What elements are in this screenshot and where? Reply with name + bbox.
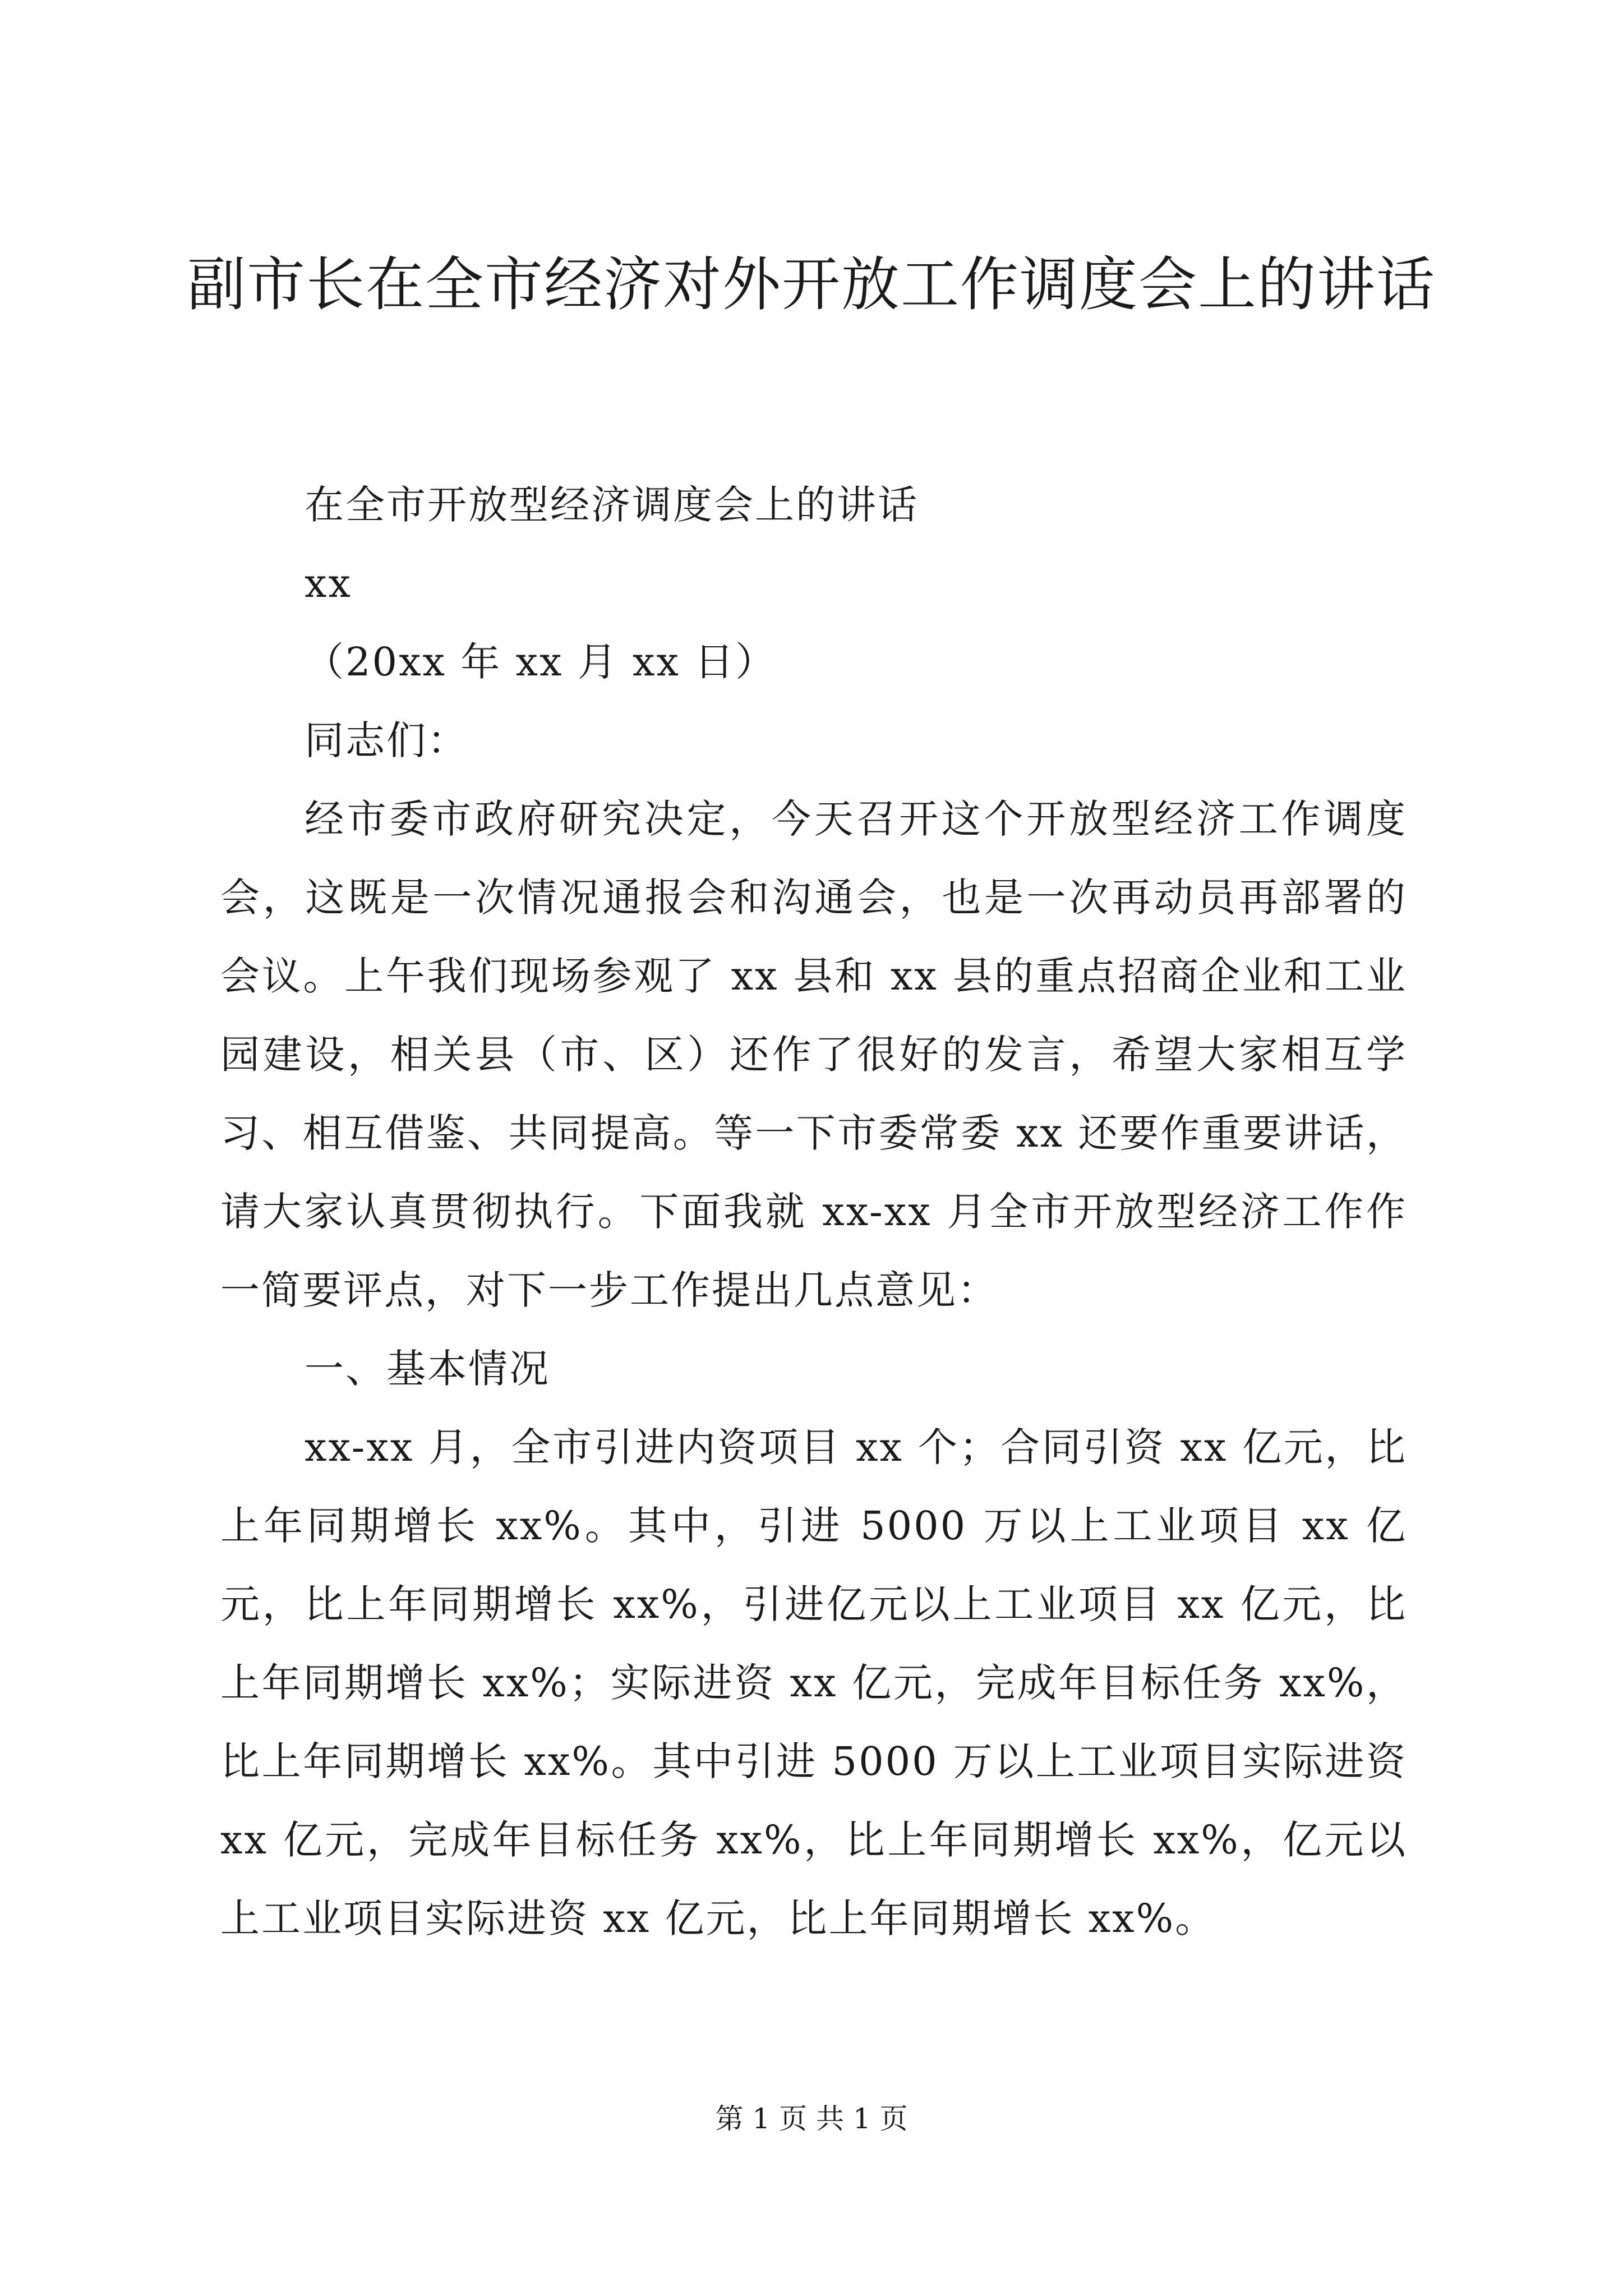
- page-number-footer: 第 1 页 共 1 页: [715, 2102, 908, 2135]
- subtitle-paragraph: 在全市开放型经济调度会上的讲话: [305, 482, 919, 528]
- statistics-paragraph: xx-xx 月，全市引进内资项目 xx 个；合同引资 xx 亿元，比上年同期增长 xx%。其中，引进 5000 万以上工业项目 xx 亿元，比上年同期增长 xx%，引进亿元以上工业项目 xx 亿元，比上年同期增长 xx%；实际进资 xx 亿元，完成年目标任务 xx%，比上年同期增长 xx%。其中引进 5000 万以上工业项目实际进资 xx 亿元，完成年目标任务 xx%，比上年同期增长 xx%，亿元以上工业项目实际进资 xx 亿元，比上年同期增长 xx%。: [220, 1424, 1407, 1941]
- section-heading: 一、基本情况: [305, 1346, 550, 1392]
- speech-date: （20xx 年 xx 月 xx 日）: [305, 639, 777, 685]
- document-title: 副市长在全市经济对外开放工作调度会上的讲话: [187, 250, 1436, 319]
- document-body: [220, 466, 1407, 1958]
- speaker-name: xx: [305, 560, 352, 606]
- salutation: 同志们：: [305, 717, 468, 763]
- intro-paragraph: 经市委市政府研究决定，今天召开这个开放型经济工作调度会，这既是一次情况通报会和沟通会，也是一次再动员再部署的会议。上午我们现场参观了 xx 县和 xx 县的重点招商企业和工业园建设，相关县（市、区）还作了很好的发言，希望大家相互学习、相互借鉴、共同提高。等一下市委常委 xx 还要作重要讲话，请大家认真贯彻执行。下面我就 xx-xx 月全市开放型经济工作作一简要评点，对下一步工作提出几点意见：: [220, 796, 1407, 1313]
